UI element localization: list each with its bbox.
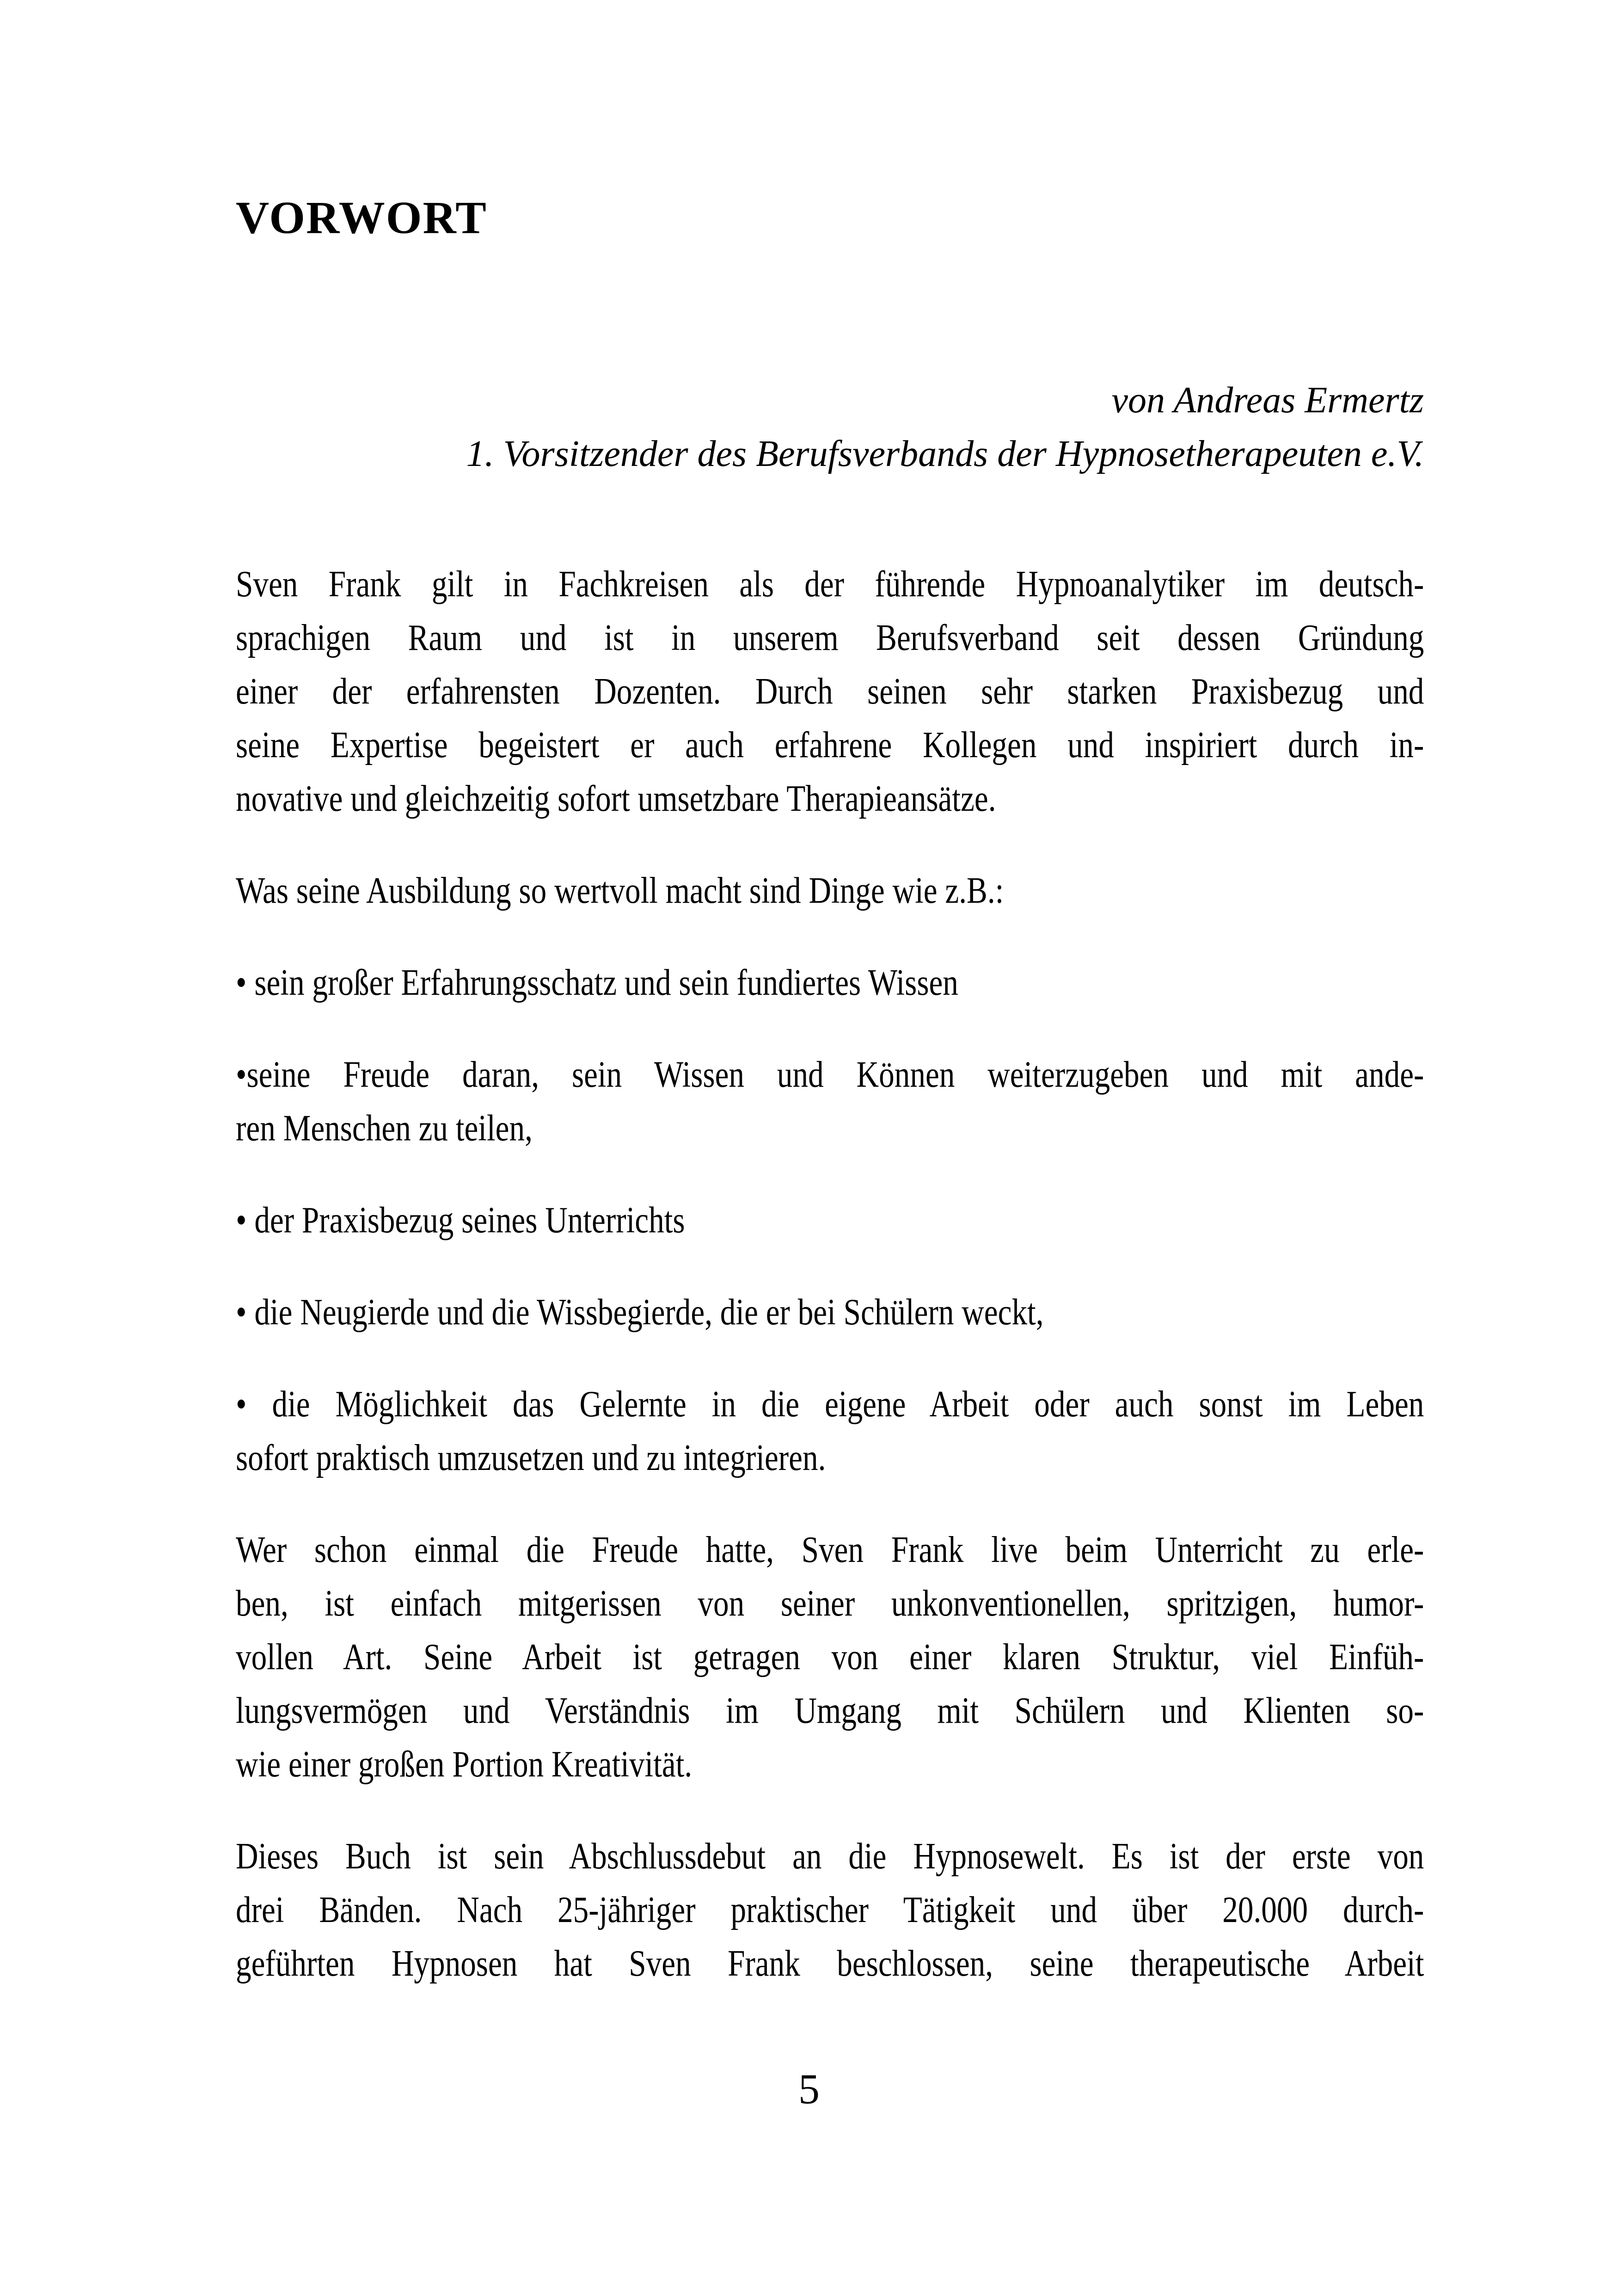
text-line: ben, ist einfach mitgerissen von seiner unkonventionellen, spritzigen, humor-: [236, 1583, 1424, 1624]
text-line: •seine Freude daran, sein Wissen und Können weiterzugeben und mit ande-: [236, 1054, 1424, 1095]
paragraph: [236, 557, 1424, 826]
text-line: • sein großer Erfahrungsschatz und sein fundiertes Wissen: [236, 962, 958, 1003]
paragraph: [236, 864, 1424, 918]
text-line: Sven Frank gilt in Fachkreisen als der führende Hypnoanalytiker im deutsch-: [236, 564, 1424, 605]
text-line: • die Neugierde und die Wissbegierde, die er bei Schülern weckt,: [236, 1292, 1044, 1333]
text-line: Dieses Buch ist sein Abschlussdebut an die Hypnosewelt. Es ist der erste von: [236, 1836, 1424, 1877]
bullet-item: [236, 956, 1424, 1010]
text-line: Wer schon einmal die Freude hatte, Sven Frank live beim Unterricht zu erle-: [236, 1530, 1424, 1570]
text-line: sprachigen Raum und ist in unserem Berufsverband seit dessen Gründung: [236, 618, 1424, 658]
text-line: wie einer großen Portion Kreativität.: [236, 1744, 693, 1785]
text-line: novative und gleichzeitig sofort umsetzbare Therapieansätze.: [236, 778, 996, 819]
byline-author: von Andreas Ermertz: [1111, 380, 1424, 421]
text-line: geführten Hypnosen hat Sven Frank beschlossen, seine therapeutische Arbeit: [236, 1943, 1424, 1984]
bullet-item: [236, 1194, 1424, 1247]
text-line: ren Menschen zu teilen,: [236, 1108, 533, 1149]
page-number: 5: [798, 2065, 820, 2112]
text-line: lungsvermögen und Verständnis im Umgang mit Schülern und Klienten so-: [236, 1690, 1424, 1731]
text-line: Was seine Ausbildung so wertvoll macht sind Dinge wie z.B.:: [236, 870, 1004, 911]
text-line: • die Möglichkeit das Gelernte in die eigene Arbeit oder auch sonst im Leben: [236, 1384, 1424, 1425]
text-line: seine Expertise begeistert er auch erfahrene Kollegen und inspiriert durch in-: [236, 725, 1424, 765]
body-text: [236, 557, 1424, 1990]
text-line: vollen Art. Seine Arbeit ist getragen von einer klaren Struktur, viel Einfüh-: [236, 1637, 1424, 1678]
paragraph: [236, 1523, 1424, 1791]
bullet-item: [236, 1378, 1424, 1485]
text-line: einer der erfahrensten Dozenten. Durch seinen sehr starken Praxisbezug und: [236, 671, 1424, 712]
page-title: VORWORT: [236, 192, 487, 243]
text-line: sofort praktisch umzusetzen und zu integrieren.: [236, 1438, 826, 1478]
bullet-item: [236, 1286, 1424, 1339]
text-line: • der Praxisbezug seines Unterrichts: [236, 1200, 685, 1241]
paragraph: [236, 1830, 1424, 1990]
text-line: drei Bänden. Nach 25-jähriger praktischer Tätigkeit und über 20.000 durch-: [236, 1890, 1424, 1930]
byline-role: 1. Vorsitzender des Berufsverbands der Hypnosetherapeuten e.V.: [466, 434, 1424, 474]
bullet-item: [236, 1048, 1424, 1155]
byline: [236, 373, 1424, 481]
